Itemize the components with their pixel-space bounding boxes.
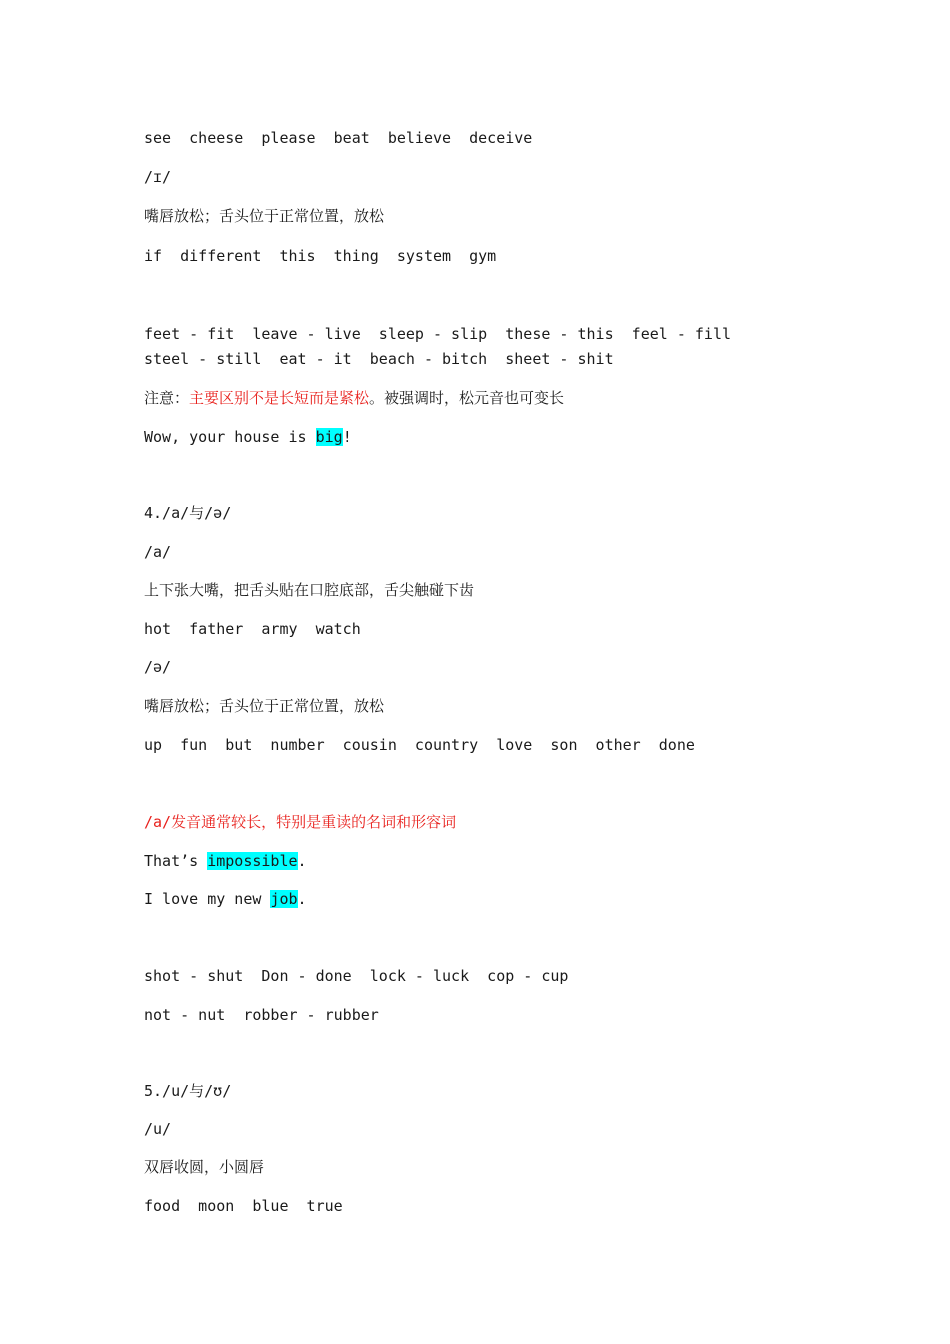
note-red: /a/发音通常较长，特别是重读的名词和形容词: [144, 813, 457, 831]
phoneme-heading-a: /a/: [144, 543, 172, 561]
sentence-prefix: I love my new: [144, 890, 271, 908]
pronunciation-description: 双唇收圆，小圆唇: [144, 1158, 265, 1176]
sentence-suffix: !: [342, 428, 352, 446]
note-line: [144, 386, 564, 411]
word-list-ee: see cheese please beat believe deceive: [144, 129, 533, 147]
phoneme-heading-schwa: /ə/: [144, 658, 172, 676]
minimal-pairs-a-2: not - nut robber - rubber: [144, 1006, 379, 1024]
minimal-pairs-i: feet - fit leave - live sleep - slip these - this feel - fill steel - still eat - it beach - bitch sheet - shit: [144, 325, 750, 368]
word-list-u: food moon blue true: [144, 1197, 343, 1215]
word-list-a: hot father army watch: [144, 620, 361, 638]
highlighted-word: impossible: [207, 852, 298, 870]
note-suffix: 。被强调时，松元音也可变长: [369, 389, 565, 407]
minimal-pairs-a-1: shot - shut Don - done lock - luck cop - cup: [144, 967, 569, 985]
example-sentence-big: [144, 425, 352, 450]
note-emphasis: 主要区别不是长短而是紧松: [189, 389, 370, 407]
example-sentence-job: [144, 887, 307, 912]
word-list-short-i: if different this thing system gym: [144, 247, 497, 265]
highlighted-word: job: [270, 890, 298, 908]
pronunciation-description: 嘴唇放松；舌头位于正常位置，放松: [144, 207, 385, 225]
word-list-schwa: up fun but number cousin country love son other done: [144, 736, 695, 754]
pronunciation-description: 嘴唇放松；舌头位于正常位置，放松: [144, 697, 385, 715]
phoneme-heading-u: /u/: [144, 1120, 172, 1138]
pronunciation-description: 上下张大嘴，把舌头贴在口腔底部，舌尖触碰下齿: [144, 581, 475, 599]
sentence-prefix: Wow, your house is: [144, 428, 316, 446]
phoneme-heading-short-i: /ɪ/: [144, 168, 172, 186]
sentence-prefix: That’s: [144, 852, 208, 870]
note-prefix: 注意：: [144, 389, 190, 407]
highlighted-word: big: [315, 428, 343, 446]
example-sentence-impossible: [144, 849, 307, 874]
section-heading-5: 5./u/与/ʊ/: [144, 1082, 232, 1100]
section-heading-4: 4./a/与/ə/: [144, 504, 232, 522]
sentence-suffix: .: [297, 852, 307, 870]
sentence-suffix: .: [297, 890, 307, 908]
